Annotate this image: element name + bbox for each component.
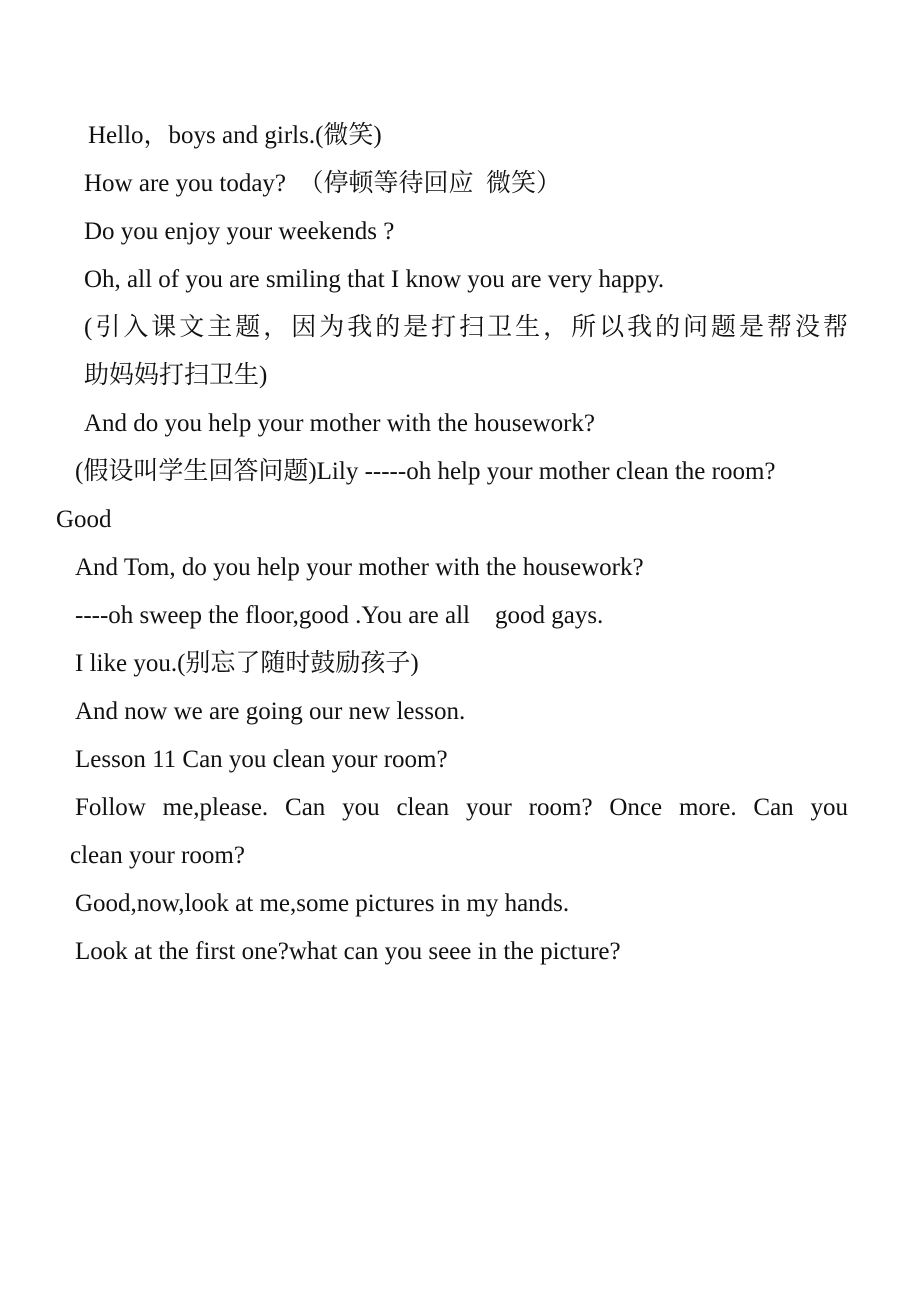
text-line-note-topic-cont: 助妈妈打扫卫生) <box>84 362 268 389</box>
text-line-like-you: I like you.(别忘了随时鼓励孩子) <box>75 650 419 677</box>
text-line-new-lesson: And now we are going our new lesson. <box>75 698 466 725</box>
text-line-greeting: Hello，boys and girls.(微笑) <box>88 122 382 149</box>
text-line-lily-answer: (假设叫学生回答问题)Lily -----oh help your mother clean the room? <box>75 458 776 485</box>
text-line-lesson-title: Lesson 11 Can you clean your room? <box>75 746 448 773</box>
text-line-how-are-you: How are you today? （停顿等待回应 微笑） <box>84 170 562 197</box>
text-line-smiling: Oh, all of you are smiling that I know you are very happy. <box>84 266 665 293</box>
text-line-follow-me: Follow me,please. Can you clean your room? Once more. Can you <box>75 794 848 821</box>
text-line-weekends: Do you enjoy your weekends ? <box>84 218 395 245</box>
text-line-sweep-floor: ----oh sweep the floor,good .You are all good gays. <box>75 602 604 629</box>
text-line-note-topic: (引入课文主题，因为我的是打扫卫生，所以我的问题是帮没帮 <box>84 314 848 341</box>
text-line-first-picture: Look at the first one?what can you seee in the picture? <box>75 938 621 965</box>
text-line-pictures: Good,now,look at me,some pictures in my hands. <box>75 890 570 917</box>
text-line-good: Good <box>56 506 112 533</box>
text-line-tom-question: And Tom, do you help your mother with the housework? <box>75 554 644 581</box>
text-line-follow-me-cont: clean your room? <box>70 842 245 869</box>
text-line-housework-question: And do you help your mother with the housework? <box>84 410 596 437</box>
